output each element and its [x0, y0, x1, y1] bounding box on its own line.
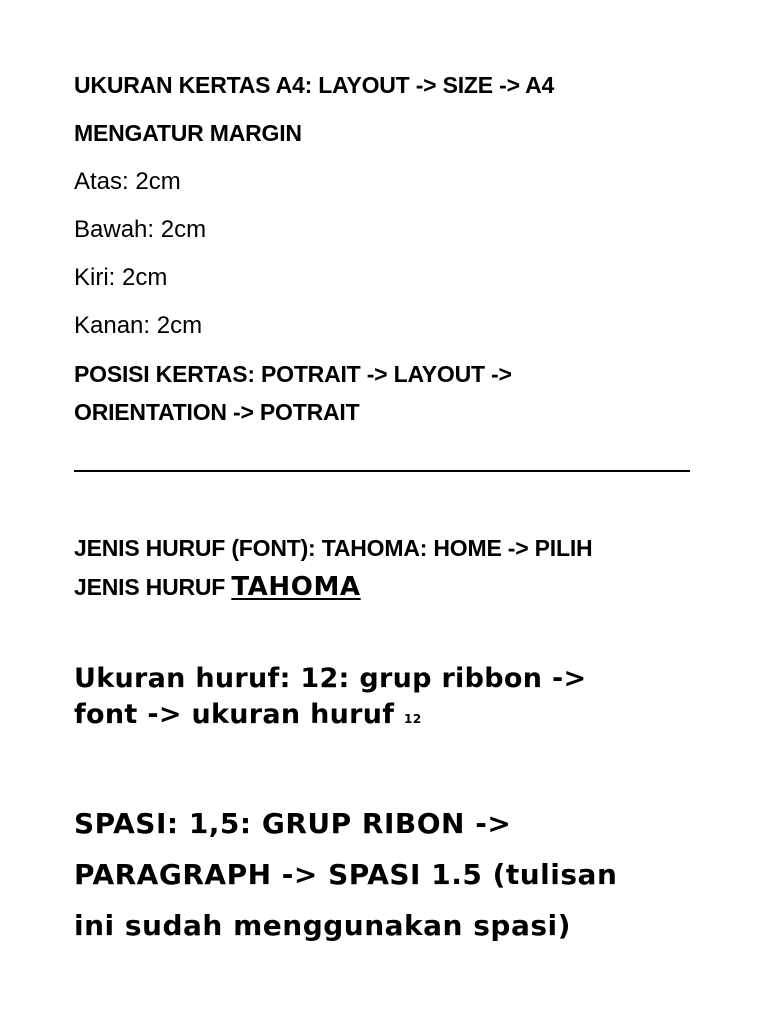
font-size-line2	[74, 699, 422, 730]
margin-top-text: Atas: 2cm	[74, 168, 181, 195]
font-size-prefix: font -> ukuran huruf	[74, 699, 405, 730]
orientation-heading-line2: ORIENTATION -> POTRAIT	[74, 399, 360, 425]
margin-right-text: Kanan: 2cm	[74, 312, 203, 339]
spacing-line3: ini sudah menggunakan spasi)	[74, 909, 571, 942]
font-size-line1: Ukuran huruf: 12: grup ribbon ->	[74, 663, 587, 694]
horizontal-rule	[74, 470, 690, 472]
font-size-sample: 12	[404, 712, 422, 726]
orientation-heading-line1: POSISI KERTAS: POTRAIT -> LAYOUT ->	[74, 361, 512, 387]
spacing-line1: SPASI: 1,5: GRUP RIBON ->	[74, 807, 512, 840]
spacing-line2: PARAGRAPH -> SPASI 1.5 (tulisan	[74, 858, 618, 891]
font-heading-prefix: JENIS HURUF	[74, 574, 232, 600]
margin-heading: MENGATUR MARGIN	[74, 120, 302, 146]
font-heading-line1: JENIS HURUF (FONT): TAHOMA: HOME -> PILIH	[74, 535, 593, 561]
tahoma-font-sample: TAHOMA	[231, 572, 361, 602]
margin-bottom-text: Bawah: 2cm	[74, 216, 207, 243]
paper-size-heading: UKURAN KERTAS A4: LAYOUT -> SIZE -> A4	[74, 72, 555, 98]
margin-left-text: Kiri: 2cm	[74, 264, 168, 291]
font-heading-line2	[74, 572, 361, 602]
